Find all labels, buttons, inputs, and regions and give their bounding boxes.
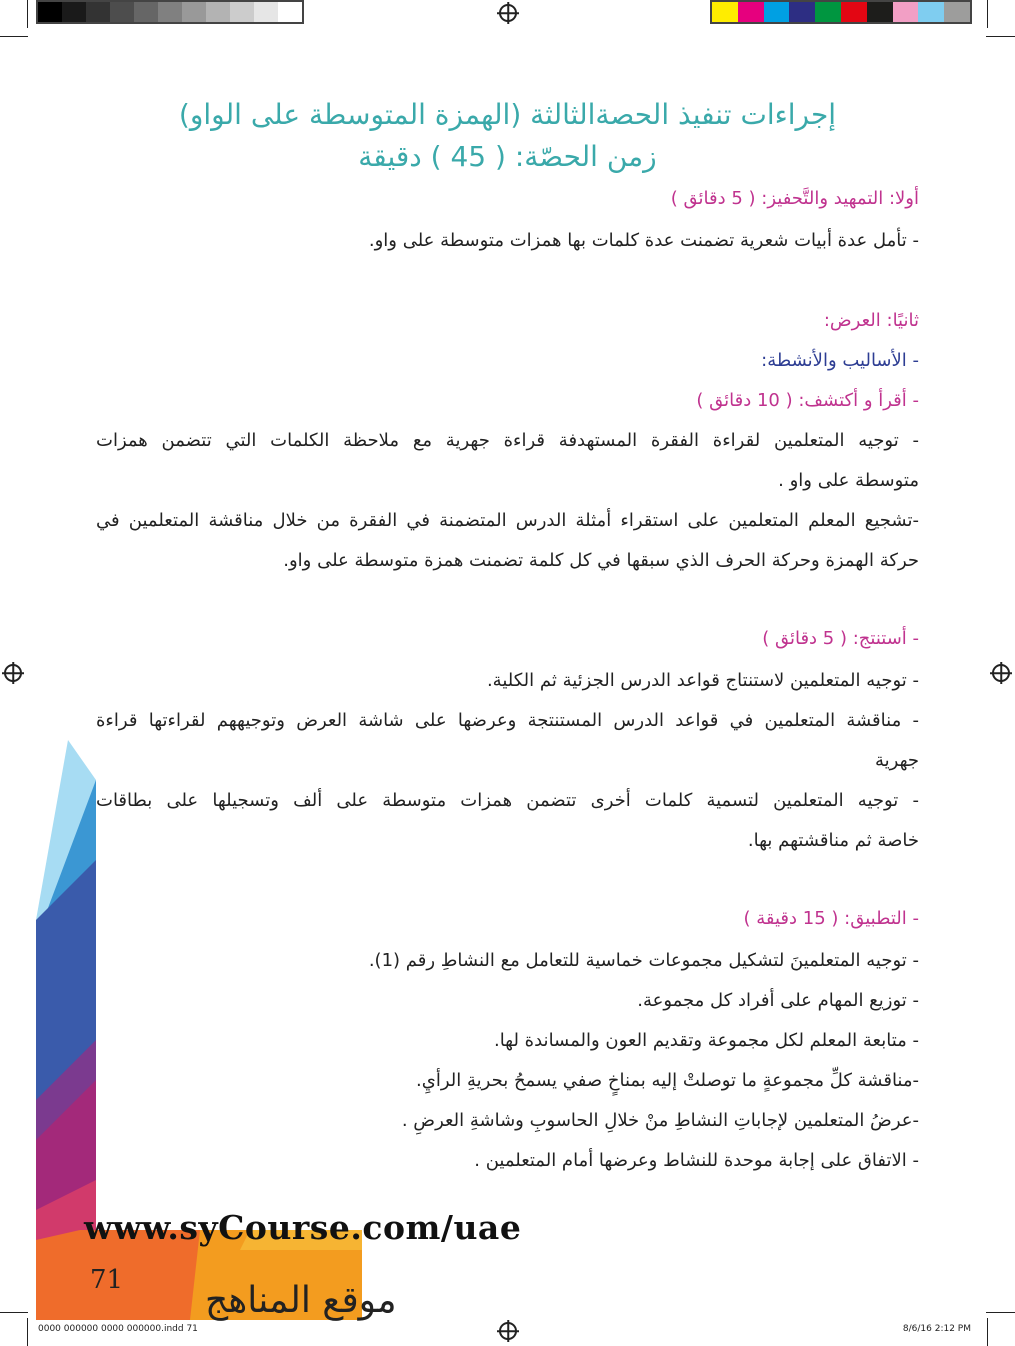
- page-number: 71: [90, 1265, 124, 1295]
- color-swatch: [867, 2, 893, 22]
- crop-mark: [987, 0, 988, 28]
- apply-heading: - التطبيق: ( 15 دقيقة ): [743, 908, 919, 929]
- crop-mark: [27, 0, 28, 28]
- conclude-line-5: خاصة ثم مناقشتهم بها.: [747, 830, 919, 851]
- color-swatch: [764, 2, 790, 22]
- footer-file-name: 0000 000000 0000 000000.indd 71: [38, 1324, 198, 1334]
- registration-mark-left-icon: [4, 664, 22, 682]
- conclude-heading: - أستنتج: ( 5 دقائق ): [762, 628, 919, 649]
- gray-swatch: [278, 2, 302, 22]
- crop-mark: [987, 1318, 988, 1346]
- read-discover-heading: - أقرأ و أكتشف: ( 10 دقائق ): [696, 390, 919, 411]
- presentation-heading: ثانيًا: العرض:: [823, 310, 919, 331]
- crop-mark: [27, 1318, 28, 1346]
- gray-swatch: [38, 2, 62, 22]
- gray-swatch: [254, 2, 278, 22]
- crop-mark: [986, 1312, 1015, 1313]
- lesson-duration: زمن الحصّة: ( 45 ) دقيقة: [358, 140, 657, 173]
- conclude-line-2: - مناقشة المتعلمين في قواعد الدرس المستنتجة وعرضها على شاشة العرض وتوجيههم لقراءتها قراءة: [96, 710, 919, 731]
- intro-heading: أولا: التمهيد والتَّحفيز: ( 5 دقائق ): [670, 188, 919, 209]
- apply-item: - توزيع المهام على أفراد كل مجموعة.: [637, 990, 919, 1011]
- intro-item: - تأمل عدة أبيات شعرية تضمنت عدة كلمات بها همزات متوسطة على واو.: [368, 230, 919, 251]
- gray-swatch: [182, 2, 206, 22]
- apply-item: - توجيه المتعلمينَ لتشكيل مجموعات خماسية للتعامل مع النشاطِ رقم (1).: [368, 950, 919, 971]
- color-swatch: [815, 2, 841, 22]
- color-swatch: [944, 2, 970, 22]
- color-swatch: [738, 2, 764, 22]
- gray-swatch: [134, 2, 158, 22]
- conclude-line-1: - توجيه المتعلمين لاستنتاج قواعد الدرس الجزئية ثم الكلية.: [486, 670, 919, 691]
- registration-mark-right-icon: [992, 664, 1010, 682]
- gray-swatch: [230, 2, 254, 22]
- gray-swatch: [110, 2, 134, 22]
- gray-swatch: [62, 2, 86, 22]
- footer-timestamp: 8/6/16 2:12 PM: [902, 1324, 971, 1334]
- conclude-line-3: جهرية: [874, 750, 919, 771]
- apply-item: -مناقشة كلِّ مجموعةٍ ما توصلتْ إليه بمناخٍ صفي يسمحُ بحريةِ الرأيِ.: [416, 1070, 919, 1091]
- methods-heading: - الأساليب والأنشطة:: [761, 350, 919, 371]
- apply-item: -عرضُ المتعلمين لإجاباتِ النشاطِ منْ خلالِ الحاسوبِ وشاشةِ العرضِ .: [401, 1110, 919, 1131]
- crop-mark: [0, 36, 28, 37]
- registration-mark-top-icon: [499, 4, 517, 22]
- process-color-bar: [710, 0, 972, 24]
- gray-swatch: [158, 2, 182, 22]
- registration-mark-bottom-icon: [499, 1322, 517, 1340]
- gray-swatch: [206, 2, 230, 22]
- conclude-line-4: - توجيه المتعلمين لتسمية كلمات أخرى تتضمن همزات متوسطة على ألف وتسجيلها على بطاقات: [96, 790, 919, 811]
- grayscale-color-bar: [36, 0, 304, 24]
- color-swatch: [918, 2, 944, 22]
- color-swatch: [841, 2, 867, 22]
- read-paragraph-2-line-2: حركة الهمزة وحركة الحرف الذي سبقها في كل كلمة تضمنت همزة متوسطة على واو.: [283, 550, 919, 571]
- apply-item: - الاتفاق على إجابة موحدة للنشاط وعرضها أمام المتعلمين .: [474, 1150, 919, 1171]
- read-paragraph-1-line-1: - توجيه المتعلمين لقراءة الفقرة المستهدفة قراءة جهرية مع ملاحظة الكلمات التي تتضمن همزات: [96, 430, 919, 451]
- watermark-url: www.syCourse.com/uae: [84, 1208, 522, 1247]
- color-swatch: [712, 2, 738, 22]
- color-swatch: [893, 2, 919, 22]
- gray-swatch: [86, 2, 110, 22]
- site-logo-text: موقع المناهج: [205, 1280, 397, 1321]
- apply-item: - متابعة المعلم لكل مجموعة وتقديم العون والمساندة لها.: [493, 1030, 919, 1051]
- read-paragraph-2-line-1: -تشجيع المعلم المتعلمين على استقراء أمثلة الدرس المتضمنة في الفقرة من خلال مناقشة المتعلمين في: [96, 510, 919, 531]
- crop-mark: [986, 36, 1015, 37]
- color-swatch: [789, 2, 815, 22]
- read-paragraph-1-line-2: متوسطة على واو .: [778, 470, 919, 491]
- lesson-title: إجراءات تنفيذ الحصةالثالثة (الهمزة المتوسطة على الواو): [178, 98, 837, 131]
